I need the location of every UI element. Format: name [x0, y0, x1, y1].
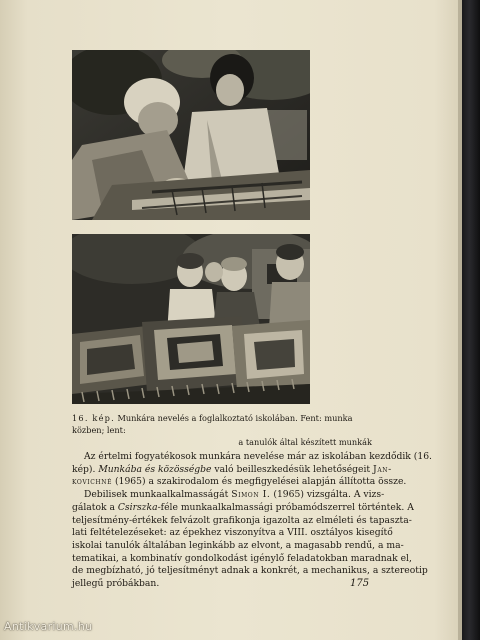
- body-line-4: [72, 489, 385, 502]
- body-line-9: tematikai, a kombinatív gondolkodást igénylő feladatokban maradnak el,: [72, 552, 412, 564]
- body-line-5-c: -féle munkaalkalmassági próbamódszerrel történtek. A: [157, 501, 414, 513]
- body-line-1: Az értelmi fogyatékosok munkára nevelése már az iskolában kezdődik (16.: [84, 451, 432, 462]
- body-line-3: [72, 476, 407, 489]
- watermark-text: Antikvarium.hu: [4, 620, 93, 633]
- caption-line-1: [72, 412, 372, 436]
- body-line-2: [72, 463, 392, 477]
- body-line-6: teljesítmény-értékek felvázolt grafikonja igazolta az elméleti és tapaszta-: [72, 514, 412, 526]
- body-line-7: lati feltételezéseket: az épekhez viszonyítva a VIII. osztályos kisegítő: [72, 527, 393, 539]
- body-line-5: [72, 501, 414, 515]
- body-line-2-a: kép).: [72, 463, 96, 475]
- body-line-5-italic: Csirszka: [117, 501, 158, 513]
- book-spine: [462, 0, 480, 640]
- body-line-3-author: kovichné: [72, 476, 113, 488]
- body-line-2-author: Jan-: [373, 463, 392, 475]
- photo-finished-works-image: [72, 234, 310, 404]
- body-line-3-b: (1965) a szakirodalom és megfigyelései alapján állította össze.: [115, 476, 407, 488]
- caption-text-2: a tanulók által készített munkák: [238, 437, 372, 447]
- body-line-4-author: Simon I.: [231, 489, 271, 501]
- body-line-8: iskolai tanulók általában leginkább az elvont, a magasabb rendű, a ma-: [72, 539, 404, 551]
- photo-work-in-progress: [72, 50, 310, 220]
- photo-finished-works: [72, 234, 310, 404]
- caption-number: 16. kép.: [72, 413, 115, 423]
- page-number: 175: [350, 578, 370, 589]
- body-line-4-a: Debilisek munkaalkalmasságát: [84, 489, 229, 501]
- body-line-10: de megbízható, jó teljesítményt adnak a konkrét, a mechanikus, a sztereotip: [72, 565, 428, 577]
- body-paragraph: [72, 451, 432, 591]
- body-line-2-italic: Munkába és közösségbe: [98, 463, 212, 475]
- body-line-5-a: gálatok a: [72, 501, 115, 513]
- figure-caption: [72, 412, 372, 448]
- photo-work-in-progress-image: [72, 50, 310, 220]
- body-line-4-c: (1965) vizsgálta. A vizs-: [273, 489, 385, 501]
- body-line-2-c: való beilleszkedésük lehetőségeit: [214, 463, 371, 475]
- body-line-11: jellegű próbákban.: [72, 578, 160, 590]
- caption-text-1: Munkára nevelés a foglalkoztató iskolában. Fent: munka közben; lent:: [72, 413, 353, 435]
